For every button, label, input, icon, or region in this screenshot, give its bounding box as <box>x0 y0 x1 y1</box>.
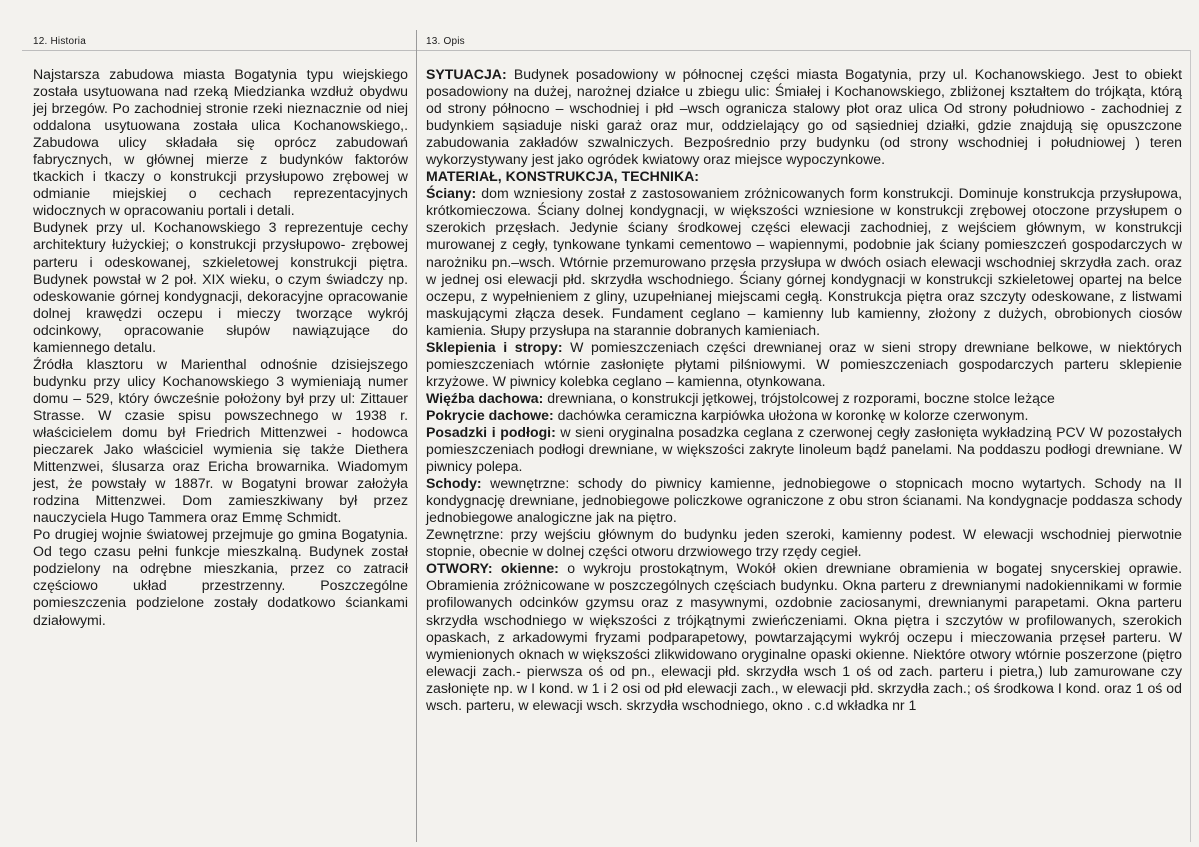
walls-label: Ściany: <box>426 185 477 202</box>
openings-label: OTWORY: okienne: <box>426 560 559 577</box>
situation-label: SYTUACJA: <box>426 66 507 82</box>
history-paragraph: Najstarsza zabudowa miasta Bogatynia typu wiejskiego została usytuowana nad rzeką Miedzianka wzdłuż obydwu jej brzegów. Po zachodniej stronie rzeki nieznacznie od niej oddalona usytuowana została ulica Kochanowskiego,. Zabudowa ulicy składała się oprócz zabudowań fabrycznych, w głównej mierze z budynków faktorów tkackich i tkaczy o konstrukcji przysłupowo zrębowej w odmianie miejskiej o cechach reprezentacyjnych widocznych w opracowaniu portali i detali. <box>33 66 408 219</box>
openings-paragraph <box>426 560 1182 713</box>
history-paragraph: Budynek przy ul. Kochanowskiego 3 reprezentuje cechy architektury łużyckiej; o konstrukcji przysłupowo- zrębowej parteru i odeskowanej, szkieletowej konstrukcji piętra. Budynek powstał w 2 poł. XIX wieku, o czym świadczy np. odeskowanie górnej kondygnacji, dekoracyjne opracowanie dolnej krawędzi oczepu i mieczy tworzące wykrój odcinkowy, opracowanie słupów nawiązujące do kamiennego detalu. <box>33 219 408 355</box>
description-column <box>426 66 1182 714</box>
history-paragraph: Źródła klasztoru w Marienthal odnośnie dzisiejszego budynku przy ulicy Kochanowskiego 3 wymieniają numer domu – 529, który ówcześnie położony był przy ul: Zittauer Strasse. W czasie spisu powszechnego w 1938 r. właścicielem domu był Friedrich Mittenzwei - hodowca pieczarek Jako właściciel wymienia się także Diethera Mittenzwei, ślusarza oraz Ericha browarnika. Wiadomym jest, że powstały w 1887r. w Bogatyni browar założyła rodzina Mittenzwei. Dom zamieszkiwany był przez nauczyciela Hugo Tammera oraz Emmę Schmidt. <box>33 355 408 526</box>
roof-truss-label: Więźba dachowa: <box>426 389 544 406</box>
external-stairs-text: Zewnętrzne: przy wejściu głównym do budynku jeden szeroki, kamienny podest. W elewacji wschodniej pierwotnie stopnie, obecnie w dolnej części otworu drzwiowego trzy rzędy cegieł. <box>426 526 1182 560</box>
vaults-label: Sklepienia i stropy: <box>426 338 563 355</box>
history-section-heading: 12. Historia <box>33 36 86 47</box>
column-divider <box>416 30 417 842</box>
stairs-text: wewnętrzne: schody do piwnicy kamienne, jednobiegowe o stopnicach mocno wytartych. Schody na II kondygnację drewniane, jednobiegowe policzkowe ograniczone z obu stron ścianami. Na kondygnacje poddasza schody jednobiegowe analogiczne jak na piętro. <box>426 475 1182 526</box>
header-rule <box>22 50 1190 51</box>
floors-text: w sieni oryginalna posadzka ceglana z czerwonej cegły zasłonięta wykładziną PCV W pozostałych pomieszczeniach podłogi drewniane, w większości zakryte linoleum bądź panelami. Na poddaszu podłogi drewniane. W piwnicy polepa. <box>426 423 1182 475</box>
description-section-heading: 13. Opis <box>426 36 465 47</box>
history-paragraph: Po drugiej wojnie światowej przejmuje go gmina Bogatynia. Od tego czasu pełni funkcje mieszkalną. Budynek został podzielony na odrębne mieszkania, przez co zatracił częściowo układ przestrzenny. Poszczególne pomieszczenia podzielone zostały dodatkowo ściankami działowymi. <box>33 526 408 628</box>
stairs-label: Schody: <box>426 475 482 492</box>
history-column <box>33 66 408 629</box>
vaults-paragraph <box>426 339 1182 390</box>
materials-heading-paragraph <box>426 168 1182 185</box>
walls-paragraph <box>426 185 1182 338</box>
situation-paragraph <box>426 66 1182 168</box>
floors-label: Posadzki i podłogi: <box>426 423 556 440</box>
stairs-paragraph <box>426 475 1182 526</box>
walls-text: dom wzniesiony został z zastosowaniem zróżnicowanych form konstrukcji. Dominuje konstrukcja przysłupowa, krótkomieczowa. Ściany dolnej kondygnacji, w większości wzniesione w konstrukcji zrębowej otoczone przysłupem o szerokich przęsłach. Jedynie ściany środkowej części elewacji zachodniej, z wejściem głównym, w konstrukcji murowanej z cegły, tynkowane tynkami cementowo – wapiennymi, podobnie jak ściany pomieszczeń gospodarczych w narożniku pn.–wsch. Wtórnie przemurowano przęsła przysłupa w dwóch osiach elewacji wschodniej skrzydła zach. oraz w jednej osi elewacji płd. skrzydła wschodniego. Ściany górnej kondygnacji w konstrukcji szkieletowej opartej na belce oczepu, z wypełnieniem z gliny, uzupełnianej miejscami cegłą. Konstrukcja piętra oraz szczyty odeskowane, z listwami maskującymi złącza desek. Fundament ceglano – kamienny lub kamienny, złożony z dużych, obrobionych ciosów kamienia. Słupy przysłupa na starannie dobranych kamieniach. <box>426 185 1182 338</box>
situation-text: Budynek posadowiony w północnej części miasta Bogatynia, przy ul. Kochanowskiego. Jest to obiekt posadowiony na dużej, narożnej działce u zbiegu ulic: Śmiałej i Kochanowskiego, zbliżonej kształtem do trójkąta, którą od strony północno – wschodniej i płd –wsch ogranicza stalowy płot oraz ulica Od strony południowo - zachodniej z budynkiem sąsiaduje niski garaż oraz mur, oddzielający go od sąsiedniej działki, gdzie znajdują się opuszczone zabudowania zakładów szwalniczych. Bezpośrednio przy budynku (od strony wschodniej i południowej ) teren wykorzystywany jest jako ogródek kwiatowy oraz miejsce wypoczynkowe. <box>426 66 1182 168</box>
external-stairs-paragraph <box>426 526 1182 560</box>
openings-text: o wykroju prostokątnym, Wokół okien drewniane obramienia w bogatej snycerskiej oprawie. Obramienia zróżnicowane w poszczególnych częściach budynku. Okna parteru z drewnianymi nadokiennikami w formie profilowanych odcinków gzymsu oraz z masywnymi, ozdobnie zaciosanymi, drewnianymi parapetami. Okna parteru skrzydła wschodniego w większości z trójkątnymi zwieńczeniami. Okna piętra i szczytów w profilowanych, szerokich opaskach, z arkadowymi fryzami podparapetowy, powtarzającymi wykrój oczepu i mieczowania przęseł parteru. W wymienionych oknach w większości zlikwidowano oryginalne opaski okienne. Niektóre otwory wtórnie poszerzone (piętro elewacji zach.- pierwsza oś od pn., elewacji płd. skrzydła wsch 1 oś od zach. parteru i pietra,) lub zamurowane czy zasłonięte np. w I kond. w 1 i 2 osi od płd elewacji zach., w elewacji płd. skrzydła zach.; oś środkowa I kond. oraz 1 oś od wsch. parteru, w elewacji wsch. skrzydła wschodniego, okno . c.d wkładka nr 1 <box>426 560 1183 713</box>
roofing-label: Pokrycie dachowe: <box>426 406 554 423</box>
page-right-border <box>1190 50 1191 842</box>
materials-heading: MATERIAŁ, KONSTRUKCJA, TECHNIKA: <box>426 168 699 185</box>
vaults-text: W pomieszczeniach części drewnianej oraz w sieni stropy drewniane belkowe, w niektórych pomieszczeniach wtórnie zasłonięte płytami pilśniowymi. W pomieszczeniach gospodarczych parteru sklepienie krzyżowe. W piwnicy kolebka ceglano – kamienna, otynkowana. <box>426 338 1183 389</box>
floors-paragraph <box>426 424 1182 475</box>
roofing-text: dachówka ceramiczna karpiówka ułożona w koronkę w kolorze czerwonym. <box>553 406 1029 423</box>
roof-truss-paragraph <box>426 390 1182 407</box>
roofing-paragraph <box>426 407 1182 424</box>
roof-truss-text: drewniana, o konstrukcji jętkowej, trójstolcowej z rozporami, boczne stolce leżące <box>543 389 1055 406</box>
